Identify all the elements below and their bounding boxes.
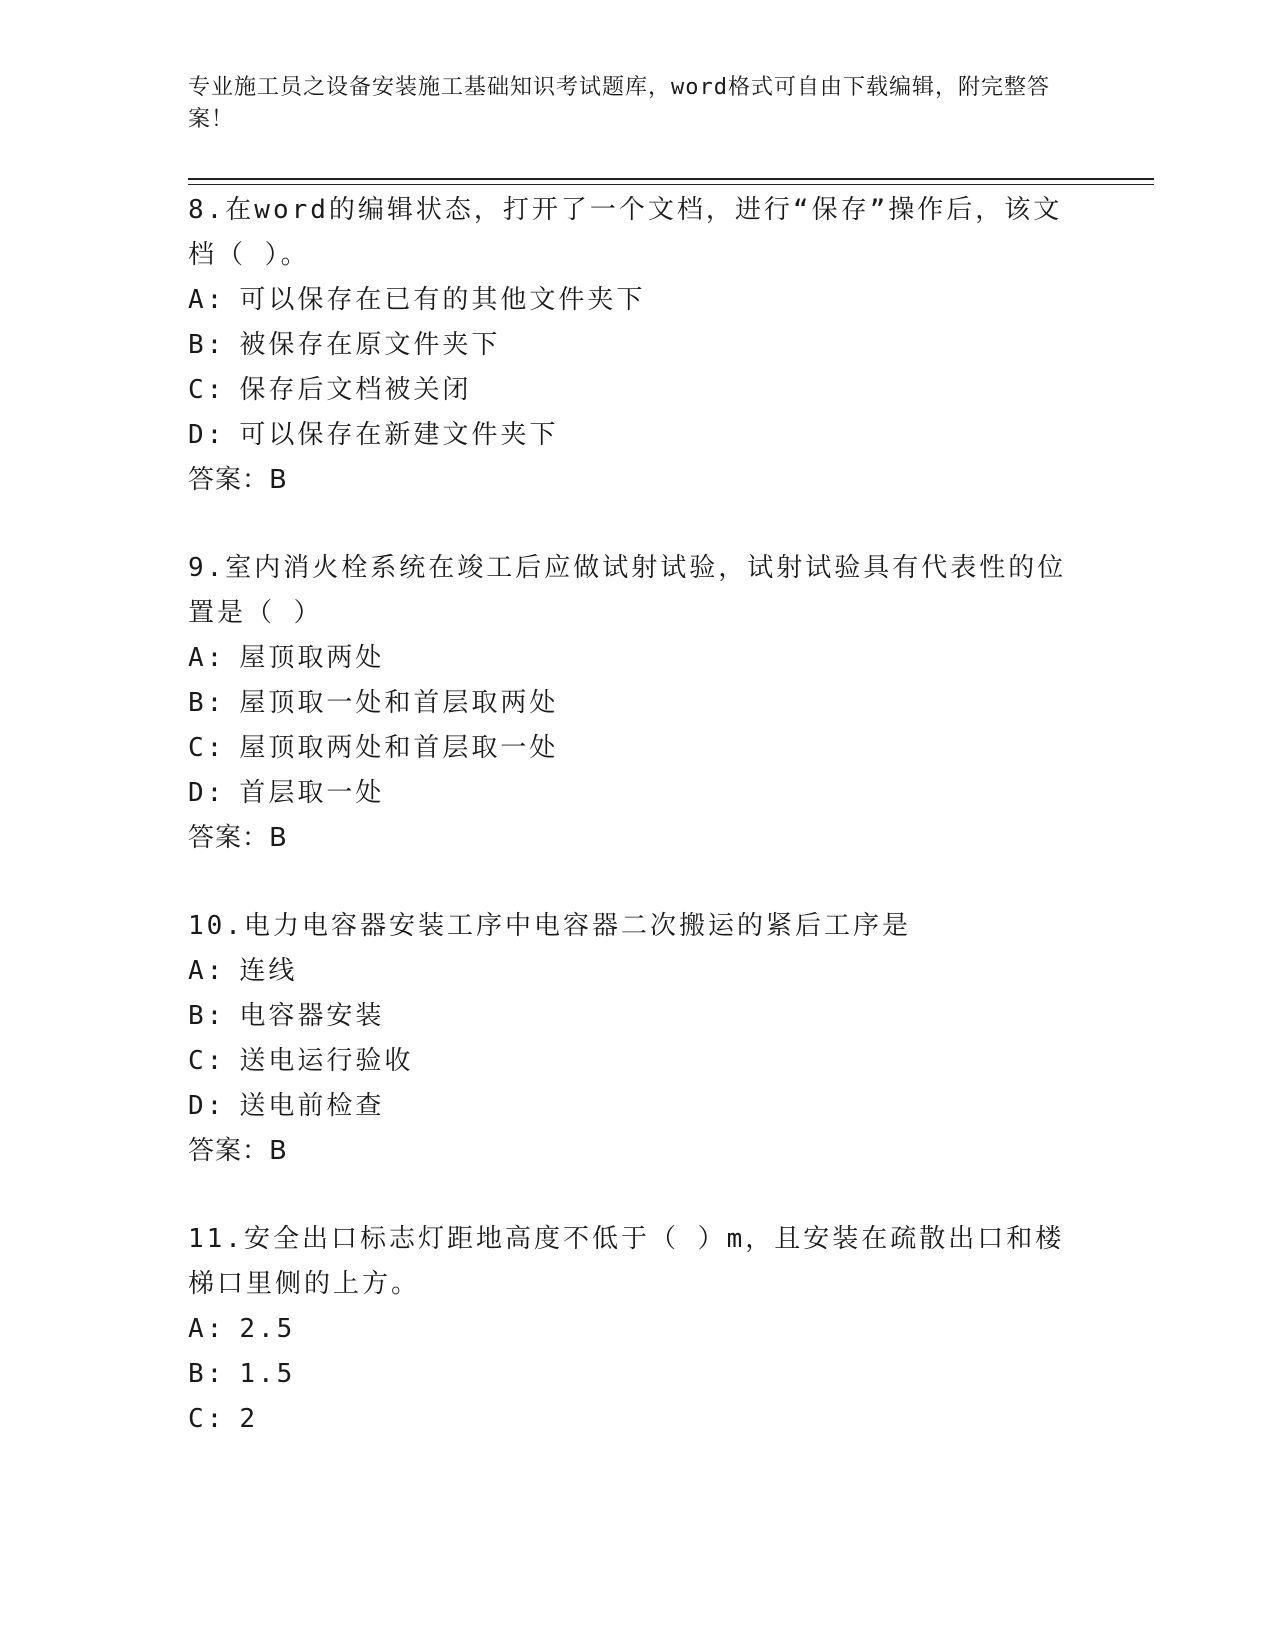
option-text: 可以保存在已有的其他文件夹下	[239, 285, 646, 315]
option-letter: C:	[188, 375, 226, 405]
option-letter: C:	[188, 1404, 226, 1434]
option-letter: A:	[188, 956, 226, 986]
option-a	[188, 636, 1088, 681]
option-letter: D:	[188, 778, 226, 808]
option-letter: C:	[188, 1046, 226, 1076]
option-letter: D:	[188, 420, 226, 450]
option-b	[188, 681, 1088, 726]
answer-line: 答案：B	[188, 823, 288, 853]
question-8	[188, 188, 1088, 503]
question-stem: 10.电力电容器安装工序中电容器二次搬运的紧后工序是	[188, 911, 911, 941]
answer-line: 答案：B	[188, 1136, 288, 1166]
option-text: 1.5	[239, 1359, 296, 1389]
option-d	[188, 1084, 1088, 1129]
option-a	[188, 278, 1088, 323]
option-text: 电容器安装	[239, 1001, 385, 1031]
question-9	[188, 546, 1088, 861]
document-header: 专业施工员之设备安装施工基础知识考试题库，word格式可自由下载编辑，附完整答案！	[188, 75, 1050, 132]
option-letter: B:	[188, 1359, 226, 1389]
option-letter: A:	[188, 285, 226, 315]
header-divider-thick	[188, 178, 1154, 180]
answer-line: 答案：B	[188, 465, 288, 495]
question-10	[188, 904, 1088, 1174]
option-text: 2.5	[239, 1314, 296, 1344]
option-letter: A:	[188, 643, 226, 673]
option-letter: A:	[188, 1314, 226, 1344]
option-d	[188, 771, 1088, 816]
option-c	[188, 726, 1088, 771]
option-b	[188, 1352, 1088, 1397]
question-11	[188, 1217, 1088, 1442]
question-stem: 9.室内消火栓系统在竣工后应做试射试验，试射试验具有代表性的位置是（ ）	[188, 553, 1067, 628]
option-c	[188, 1039, 1088, 1084]
option-text: 屋顶取一处和首层取两处	[239, 688, 559, 718]
option-text: 可以保存在新建文件夹下	[239, 420, 559, 450]
option-a	[188, 949, 1088, 994]
option-text: 首层取一处	[239, 778, 385, 808]
option-a	[188, 1307, 1088, 1352]
option-text: 保存后文档被关闭	[239, 375, 472, 405]
option-c	[188, 1397, 1088, 1442]
question-list	[188, 188, 1088, 1485]
option-d	[188, 413, 1088, 458]
option-letter: B:	[188, 1001, 226, 1031]
option-letter: B:	[188, 330, 226, 360]
question-stem: 8.在word的编辑状态，打开了一个文档，进行“保存”操作后，该文档（ ）。	[188, 195, 1063, 270]
option-text: 被保存在原文件夹下	[239, 330, 501, 360]
option-text: 2	[239, 1404, 258, 1434]
option-letter: D:	[188, 1091, 226, 1121]
option-text: 送电前检查	[239, 1091, 385, 1121]
option-c	[188, 368, 1088, 413]
option-text: 屋顶取两处和首层取一处	[239, 733, 559, 763]
option-b	[188, 323, 1088, 368]
option-letter: B:	[188, 688, 226, 718]
option-b	[188, 994, 1088, 1039]
header-divider-thin	[188, 184, 1154, 185]
option-text: 送电运行验收	[239, 1046, 414, 1076]
option-text: 连线	[239, 956, 298, 986]
option-text: 屋顶取两处	[239, 643, 385, 673]
option-letter: C:	[188, 733, 226, 763]
question-stem: 11.安全出口标志灯距地高度不低于（ ）m，且安装在疏散出口和楼梯口里侧的上方。	[188, 1224, 1065, 1299]
